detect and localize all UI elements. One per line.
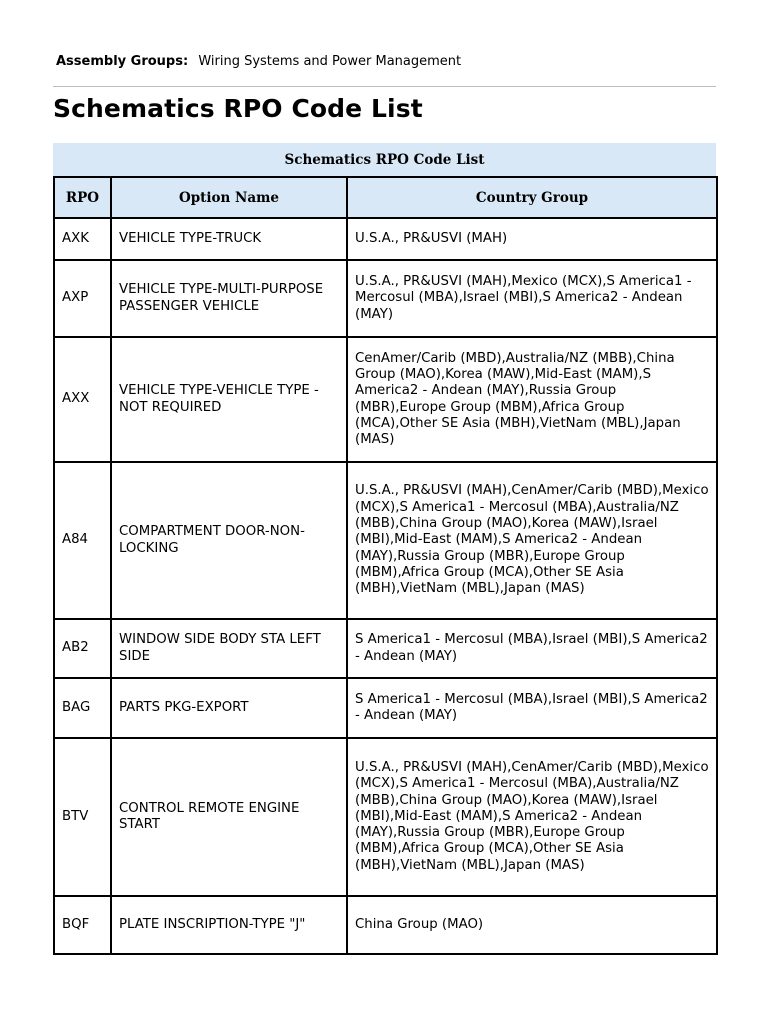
rpo-cell: BTV: [54, 738, 111, 896]
column-header-option-name: Option Name: [111, 177, 347, 218]
assembly-groups-line: [56, 54, 461, 69]
rpo-cell: AB2: [54, 619, 111, 678]
country-group-cell: China Group (MAO): [347, 896, 717, 954]
country-group-cell: CenAmer/Carib (MBD),Australia/NZ (MBB),China Group (MAO),Korea (MAW),Mid-East (MAM),S America2 - Andean (MAY),Russia Group (MBR),Europe Group (MBM),Africa Group (MCA),Other SE Asia (MBH),VietNam (MBL),Japan (MAS): [347, 337, 717, 462]
rpo-cell: A84: [54, 462, 111, 619]
table-row: [54, 218, 717, 260]
page-title: Schematics RPO Code List: [53, 94, 423, 123]
country-group-cell: U.S.A., PR&USVI (MAH),Mexico (MCX),S America1 - Mercosul (MBA),Israel (MBI),S America2 - Andean (MAY): [347, 260, 717, 337]
assembly-groups-value: Wiring Systems and Power Management: [198, 54, 462, 69]
option-name-cell: VEHICLE TYPE-VEHICLE TYPE - NOT REQUIRED: [111, 337, 347, 462]
option-name-cell: PARTS PKG-EXPORT: [111, 678, 347, 738]
column-header-country-group: Country Group: [347, 177, 717, 218]
header-divider: [53, 86, 716, 87]
country-group-cell: S America1 - Mercosul (MBA),Israel (MBI),S America2 - Andean (MAY): [347, 678, 717, 738]
country-group-cell: U.S.A., PR&USVI (MAH): [347, 218, 717, 260]
rpo-cell: BQF: [54, 896, 111, 954]
table-row: [54, 738, 717, 896]
assembly-groups-label: Assembly Groups:: [56, 54, 189, 69]
rpo-code-table: [53, 176, 718, 955]
table-header-row: [54, 177, 717, 218]
option-name-cell: COMPARTMENT DOOR-NON-LOCKING: [111, 462, 347, 619]
table-caption: Schematics RPO Code List: [53, 143, 716, 176]
country-group-cell: S America1 - Mercosul (MBA),Israel (MBI),S America2 - Andean (MAY): [347, 619, 717, 678]
country-group-cell: U.S.A., PR&USVI (MAH),CenAmer/Carib (MBD),Mexico (MCX),S America1 - Mercosul (MBA),Australia/NZ (MBB),China Group (MAO),Korea (MAW),Israel (MBI),Mid-East (MAM),S America2 - Andean (MAY),Russia Group (MBR),Europe Group (MBM),Africa Group (MCA),Other SE Asia (MBH),VietNam (MBL),Japan (MAS): [347, 738, 717, 896]
option-name-cell: PLATE INSCRIPTION-TYPE "J": [111, 896, 347, 954]
country-group-cell: U.S.A., PR&USVI (MAH),CenAmer/Carib (MBD),Mexico (MCX),S America1 - Mercosul (MBA),Australia/NZ (MBB),China Group (MAO),Korea (MAW),Israel (MBI),Mid-East (MAM),S America2 - Andean (MAY),Russia Group (MBR),Europe Group (MBM),Africa Group (MCA),Other SE Asia (MBH),VietNam (MBL),Japan (MAS): [347, 462, 717, 619]
table-row: [54, 896, 717, 954]
option-name-cell: VEHICLE TYPE-MULTI-PURPOSE PASSENGER VEHICLE: [111, 260, 347, 337]
rpo-cell: AXP: [54, 260, 111, 337]
option-name-cell: VEHICLE TYPE-TRUCK: [111, 218, 347, 260]
rpo-cell: AXX: [54, 337, 111, 462]
table-row: [54, 462, 717, 619]
table-row: [54, 678, 717, 738]
option-name-cell: CONTROL REMOTE ENGINE START: [111, 738, 347, 896]
table-row: [54, 260, 717, 337]
column-header-rpo: RPO: [54, 177, 111, 218]
table-row: [54, 619, 717, 678]
rpo-cell: AXK: [54, 218, 111, 260]
option-name-cell: WINDOW SIDE BODY STA LEFT SIDE: [111, 619, 347, 678]
table-row: [54, 337, 717, 462]
rpo-cell: BAG: [54, 678, 111, 738]
